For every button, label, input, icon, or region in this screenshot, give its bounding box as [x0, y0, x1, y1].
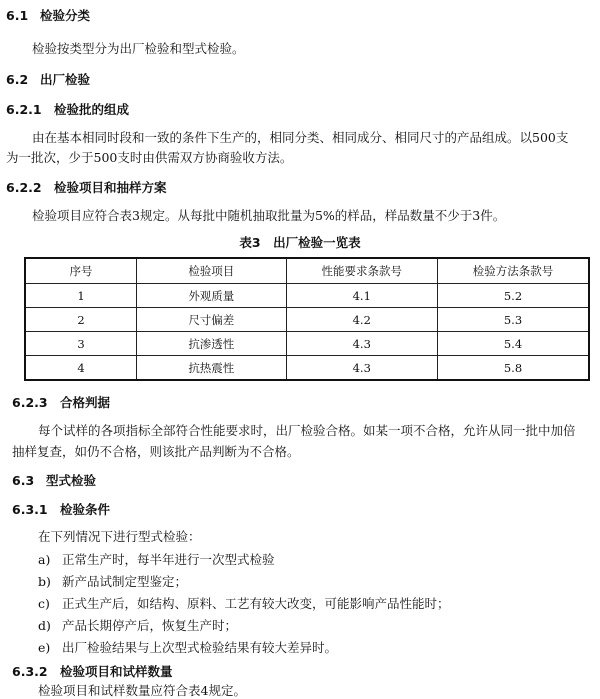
- table-cell: 外观质量: [137, 284, 286, 308]
- table-cell: 3: [25, 332, 137, 356]
- paragraph-6-3-1-intro: 在下列情况下进行型式检验：: [38, 529, 201, 544]
- heading-title: 检验项目和抽样方案: [54, 180, 167, 195]
- table-cell: 5.4: [438, 332, 590, 356]
- heading-title: 合格判据: [60, 395, 111, 410]
- paragraph-6-2-3-line2: 抽样复查，如仍不合格，则该批产品判断为不合格。: [12, 444, 300, 459]
- heading-6-3-1: [12, 500, 110, 518]
- heading-6-3-2: [12, 662, 173, 680]
- heading-title: 检验分类: [40, 8, 91, 23]
- heading-number: 6.2.1: [6, 102, 42, 117]
- table-cell: 4.1: [286, 284, 437, 308]
- list-text: 正式生产后，如结构、原料、工艺有较大改变，可能影响产品性能时；: [62, 596, 450, 611]
- list-marker: b): [38, 574, 51, 589]
- table-row: [25, 284, 589, 308]
- table-cell: 5.3: [438, 308, 590, 332]
- heading-number: 6.2: [6, 72, 29, 87]
- paragraph-6-3-2: 检验项目和试样数量应符合表4规定。: [38, 683, 246, 698]
- heading-6-2-1: [6, 100, 129, 118]
- paragraph-6-1: 检验按类型分为出厂检验和型式检验。: [32, 41, 245, 56]
- paragraph-6-2-1-line1: 由在基本相同时段和一致的条件下生产的，相同分类、相同成分、相同尺寸的产品组成。以500支: [32, 130, 569, 145]
- column-header: 检验项目: [137, 258, 286, 284]
- heading-6-3: [12, 471, 96, 489]
- table-row: [25, 308, 589, 332]
- list-text: 正常生产时，每半年进行一次型式检验: [62, 552, 275, 567]
- list-item-a: [38, 550, 275, 568]
- heading-title: 检验批的组成: [54, 102, 130, 117]
- heading-title: 检验项目和试样数量: [60, 664, 173, 679]
- table-row: [25, 356, 589, 381]
- heading-number: 6.3.2: [12, 664, 48, 679]
- paragraph-6-2-1-line2: 为一批次，少于500支时由供需双方协商验收方法。: [6, 150, 293, 165]
- column-header: 检验方法条款号: [438, 258, 590, 284]
- heading-title: 出厂检验: [40, 72, 91, 87]
- list-item-d: [38, 616, 237, 634]
- heading-number: 6.2.3: [12, 395, 48, 410]
- table-cell: 2: [25, 308, 137, 332]
- list-text: 新产品试制定型鉴定；: [62, 574, 188, 589]
- list-item-e: [38, 638, 337, 656]
- table-cell: 抗热震性: [137, 356, 286, 381]
- table-cell: 1: [25, 284, 137, 308]
- heading-title: 检验条件: [60, 502, 111, 517]
- table-cell: 5.8: [438, 356, 590, 381]
- heading-number: 6.3.1: [12, 502, 48, 517]
- list-text: 出厂检验结果与上次型式检验结果有较大差异时。: [62, 640, 338, 655]
- list-marker: d): [38, 618, 51, 633]
- table-3: [24, 257, 590, 381]
- list-marker: e): [38, 640, 51, 655]
- heading-number: 6.3: [12, 473, 35, 488]
- column-header: 性能要求条款号: [286, 258, 437, 284]
- column-header: 序号: [25, 258, 137, 284]
- heading-number: 6.2.2: [6, 180, 42, 195]
- list-marker: c): [38, 596, 50, 611]
- table-cell: 4: [25, 356, 137, 381]
- list-item-b: [38, 572, 187, 590]
- list-marker: a): [38, 552, 51, 567]
- list-text: 产品长期停产后，恢复生产时；: [62, 618, 238, 633]
- heading-6-2-3: [12, 393, 110, 411]
- table-cell: 4.2: [286, 308, 437, 332]
- paragraph-6-2-2: 检验项目应符合表3规定。从每批中随机抽取批量为5%的样品，样品数量不少于3件。: [32, 208, 506, 223]
- list-item-c: [38, 594, 450, 612]
- table-header-row: [25, 258, 589, 284]
- heading-number: 6.1: [6, 8, 29, 23]
- table-caption: 表3 出厂检验一览表: [239, 235, 361, 250]
- table-row: [25, 332, 589, 356]
- heading-6-2: [6, 70, 90, 88]
- table-cell: 5.2: [438, 284, 590, 308]
- table-cell: 抗渗透性: [137, 332, 286, 356]
- table-cell: 尺寸偏差: [137, 308, 286, 332]
- heading-6-1: [6, 6, 90, 24]
- heading-title: 型式检验: [46, 473, 97, 488]
- heading-6-2-2: [6, 178, 167, 196]
- table-cell: 4.3: [286, 332, 437, 356]
- paragraph-6-2-3-line1: 每个试样的各项指标全部符合性能要求时，出厂检验合格。如某一项不合格，允许从同一批中加倍: [38, 423, 576, 438]
- table-cell: 4.3: [286, 356, 437, 381]
